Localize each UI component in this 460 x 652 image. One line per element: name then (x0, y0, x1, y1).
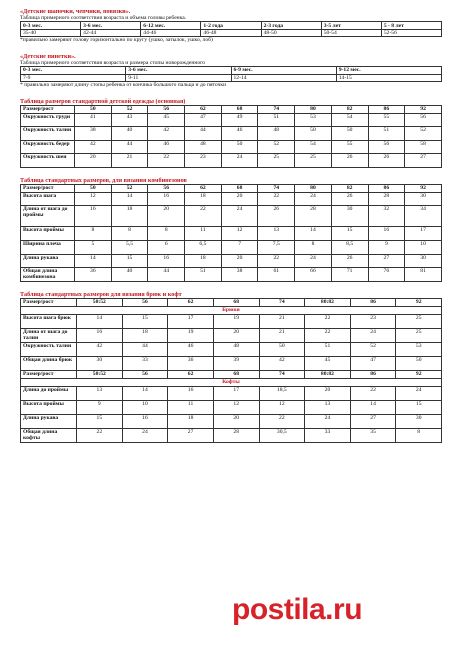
table-cell: 10 (122, 400, 168, 414)
table-row (21, 140, 442, 154)
section1-subtitle: Таблица примерного соответствия возраста и объема головы ребенка. (20, 15, 187, 21)
table-cell: 24 (295, 192, 332, 205)
size-header: 68 (213, 298, 259, 306)
section4-title: Таблица стандартных размеров, для вязания комбинезонов (20, 176, 187, 184)
table-cell: 18 (122, 328, 168, 342)
table-cell: 50 (221, 140, 258, 154)
row-label: Окружность шеи (21, 154, 75, 168)
table-cell: 52-56 (381, 29, 441, 37)
table-row (21, 328, 442, 342)
row-label: Длина до проймы (21, 386, 77, 400)
table-cell: 9-12 мес. (336, 67, 441, 75)
document-page (20, 8, 442, 443)
table-row (21, 226, 442, 240)
table-cell: 5 (75, 240, 112, 254)
section2-subtitle: Таблица примерного соответствия возраста и размера стопы новорожденного (20, 59, 206, 66)
table-cell: 15 (111, 254, 148, 267)
table-cell: 13 (77, 386, 123, 400)
table-cell: 22 (258, 254, 295, 267)
table-cell: 8 (111, 226, 148, 240)
table-cell: 13 (305, 400, 351, 414)
table-cell: 55 (331, 140, 368, 154)
table-cell: 33 (122, 356, 168, 370)
table-cell: 21 (111, 154, 148, 168)
table-cell: 19 (168, 328, 214, 342)
table-cell: 25 (396, 314, 442, 328)
table-cell: 41 (75, 113, 112, 127)
table-cell: 81 (405, 267, 442, 281)
table-cell: 16 (168, 386, 214, 400)
table-cell: 48 (213, 342, 259, 356)
table-cell: 22 (259, 414, 305, 428)
table-cell: 56 (368, 140, 405, 154)
table-cell: 66 (295, 267, 332, 281)
table-cell: 46 (221, 127, 258, 141)
table-cell: 52 (350, 342, 396, 356)
table-cell: 52 (405, 127, 442, 141)
table-cell: 35-40 (21, 29, 81, 37)
table-cell: 18 (111, 205, 148, 226)
table-cell: 0-3 мес. (21, 22, 81, 30)
column-header: Размер/рост (21, 105, 75, 113)
column-header: Размер/рост (21, 184, 75, 192)
size-header: 62 (168, 370, 214, 378)
table-cell: 24 (305, 414, 351, 428)
table-cell: 27 (350, 414, 396, 428)
header-row (21, 184, 442, 192)
size-header: 56 (122, 298, 168, 306)
pants-jacket-size-table (20, 298, 442, 443)
table-cell: 46 (148, 140, 185, 154)
table-cell: 42 (148, 127, 185, 141)
table-cell: 50 (396, 356, 442, 370)
table-cell: 44 (111, 140, 148, 154)
table-cell: 14 (77, 314, 123, 328)
table-cell: 14 (350, 400, 396, 414)
size-header: 56 (148, 105, 185, 113)
table-cell: 28 (213, 428, 259, 442)
size-header: 92 (405, 184, 442, 192)
table-cell: 16 (75, 205, 112, 226)
table-row (21, 356, 442, 370)
table-cell: 36 (75, 267, 112, 281)
table-cell: 20 (213, 328, 259, 342)
row-label: Окружность груди (21, 113, 75, 127)
size-header: 62 (185, 105, 222, 113)
table-row (21, 254, 442, 267)
section-row (21, 378, 442, 386)
table-cell: 7,5 (258, 240, 295, 254)
table-cell: 10 (405, 240, 442, 254)
table-cell: 6-12 мес. (141, 22, 201, 30)
table-cell: 24 (350, 328, 396, 342)
table-cell: 26 (258, 205, 295, 226)
section-label: Кофты (21, 378, 442, 386)
table-cell: 54 (331, 113, 368, 127)
table-cell: 50 (259, 342, 305, 356)
section-label: Брюки (21, 306, 442, 314)
table-cell: 8 (396, 428, 442, 442)
table-cell: 11 (185, 226, 222, 240)
table-cell: 43 (111, 113, 148, 127)
table-cell: 30,5 (259, 428, 305, 442)
table-cell: 27 (368, 254, 405, 267)
table-cell: 15 (396, 400, 442, 414)
table-row (21, 205, 442, 226)
table-cell: 8 (75, 226, 112, 240)
row-label: Общая длина брюк (21, 356, 77, 370)
size-header: 68 (221, 184, 258, 192)
column-header: Размер/рост (21, 370, 77, 378)
table-cell: 54 (295, 140, 332, 154)
size-header: 86 (350, 298, 396, 306)
row-label: Длина от шага до талии (21, 328, 77, 342)
head-size-table (20, 21, 442, 37)
table-cell: 5,5 (111, 240, 148, 254)
size-header: 92 (396, 370, 442, 378)
table-cell: 16 (148, 192, 185, 205)
table-cell: 9-11 (126, 74, 231, 82)
row-label: Ширина плеча (21, 240, 75, 254)
table-cell: 3-6 мес. (126, 67, 231, 75)
table-cell: 7-9 (21, 74, 126, 82)
size-header: 52 (111, 184, 148, 192)
size-header: 50 (75, 184, 112, 192)
table-cell: 21 (259, 328, 305, 342)
table-cell: 26 (331, 192, 368, 205)
table-cell: 15 (122, 314, 168, 328)
table-cell: 47 (185, 113, 222, 127)
column-header: Размер/рост (21, 298, 77, 306)
row-label: Общая длина комбинезона (21, 267, 75, 281)
table-cell: 39 (213, 356, 259, 370)
value-row (21, 29, 442, 37)
table-cell: 6,5 (185, 240, 222, 254)
size-header: 74 (259, 370, 305, 378)
table-cell: 23 (185, 154, 222, 168)
table-row (21, 127, 442, 141)
table-cell: 46 (168, 342, 214, 356)
size-header: 68 (213, 370, 259, 378)
table-cell: 16 (148, 254, 185, 267)
table-cell: 38 (75, 127, 112, 141)
table-cell: 8 (148, 226, 185, 240)
table-cell: 14-15 (336, 74, 441, 82)
size-header: 50 (75, 105, 112, 113)
row-label: Высота проймы (21, 400, 77, 414)
size-header: 86 (368, 184, 405, 192)
table-cell: 51 (258, 113, 295, 127)
table-cell: 20 (221, 192, 258, 205)
table-cell: 34 (405, 205, 442, 226)
age-row (21, 22, 442, 30)
table-cell: 22 (305, 314, 351, 328)
table-cell: 44 (148, 267, 185, 281)
table-cell: 46-48 (201, 29, 261, 37)
table-cell: 24 (221, 154, 258, 168)
size-header: 80 (295, 184, 332, 192)
table-cell: 53 (396, 342, 442, 356)
section5-title: Таблица стандартных размеров для вязания брюк и кофт (20, 290, 182, 298)
table-cell: 36 (168, 356, 214, 370)
table-cell: 48-50 (261, 29, 321, 37)
table-cell: 7 (221, 240, 258, 254)
table-cell: 26 (368, 154, 405, 168)
table-row (21, 386, 442, 400)
table-cell: 55 (368, 113, 405, 127)
table-row (21, 154, 442, 168)
size-header: 82 (331, 105, 368, 113)
table-cell: 44 (122, 342, 168, 356)
table-cell: 71 (331, 267, 368, 281)
table-cell: 6 (148, 240, 185, 254)
table-cell: 61 (258, 267, 295, 281)
table-cell: 1-2 года (201, 22, 261, 30)
table-cell: 22 (148, 154, 185, 168)
row-label: Окружность бедер (21, 140, 75, 154)
table-cell: 28 (368, 192, 405, 205)
table-cell: 23 (350, 314, 396, 328)
table-cell: 16 (122, 414, 168, 428)
table-cell: 35 (350, 428, 396, 442)
table-cell: 30 (396, 414, 442, 428)
table-row (21, 314, 442, 328)
table-cell: 28 (295, 205, 332, 226)
table-row (21, 428, 442, 442)
row-label: Длина рукава (21, 254, 75, 267)
row-label: Общая длина кофты (21, 428, 77, 442)
size-header: 92 (396, 298, 442, 306)
table-cell: 8,5 (331, 240, 368, 254)
table-cell: 18 (185, 254, 222, 267)
table-cell: 48 (185, 140, 222, 154)
table-cell: 22 (258, 192, 295, 205)
table-cell: 12-14 (231, 74, 336, 82)
table-cell: 51 (185, 267, 222, 281)
age-row (21, 67, 442, 75)
table-cell: 26 (331, 154, 368, 168)
table-cell: 44 (185, 127, 222, 141)
table-cell: 40 (111, 267, 148, 281)
size-header: 68 (221, 105, 258, 113)
table-cell: 20 (305, 386, 351, 400)
table-cell: 50 (295, 127, 332, 141)
size-header: 74 (258, 184, 295, 192)
table-cell: 9 (368, 240, 405, 254)
table-cell: 9 (77, 400, 123, 414)
table-cell: 32 (368, 205, 405, 226)
table-cell: 15 (77, 414, 123, 428)
section3-title: Таблица размеров стандартной детской одежды (основная) (20, 97, 186, 105)
size-header: 86 (368, 105, 405, 113)
table-cell: 12 (75, 192, 112, 205)
table-cell: 14 (111, 192, 148, 205)
table-cell: 58 (405, 140, 442, 154)
table-cell: 51 (368, 127, 405, 141)
row-label: Окружность талии (21, 127, 75, 141)
table-row (21, 240, 442, 254)
table-row (21, 414, 442, 428)
row-label: Высота шага (21, 192, 75, 205)
overall-size-table (20, 184, 442, 282)
table-cell: 40 (111, 127, 148, 141)
row-label: Окружность талии (21, 342, 77, 356)
header-row (21, 105, 442, 113)
table-cell: 12 (213, 400, 259, 414)
table-cell: 17 (405, 226, 442, 240)
table-cell: 25 (396, 328, 442, 342)
table-cell: 76 (368, 267, 405, 281)
table-cell: 3-5 лет (321, 22, 381, 30)
row-label: Длина от шага до проймы (21, 205, 75, 226)
table-cell: 56 (405, 113, 442, 127)
table-cell: 8 (295, 240, 332, 254)
header-row (21, 298, 442, 306)
table-cell: 21 (259, 314, 305, 328)
size-header: 62 (168, 298, 214, 306)
size-header: 56 (148, 184, 185, 192)
table-cell: 16 (77, 328, 123, 342)
table-cell: 25 (258, 154, 295, 168)
watermark-logo: postila.ru (232, 593, 363, 626)
size-header: 74 (259, 298, 305, 306)
table-cell: 53 (295, 113, 332, 127)
table-cell: 18,5 (259, 386, 305, 400)
table-cell: 51 (305, 342, 351, 356)
table-cell: 33 (305, 428, 351, 442)
table-cell: 12 (259, 400, 305, 414)
table-cell: 18 (185, 192, 222, 205)
header-row (21, 370, 442, 378)
size-header: 62 (185, 184, 222, 192)
table-cell: 16 (368, 226, 405, 240)
table-cell: 45 (305, 356, 351, 370)
size-header: 92 (405, 105, 442, 113)
table-cell: 2-3 года (261, 22, 321, 30)
size-header: 50:52 (77, 370, 123, 378)
size-header: 80:82 (305, 370, 351, 378)
table-cell: 47 (350, 356, 396, 370)
table-cell: 6-9 мес. (231, 67, 336, 75)
table-row (21, 113, 442, 127)
table-cell: 50-54 (321, 29, 381, 37)
table-row (21, 342, 442, 356)
table-cell: 26 (331, 254, 368, 267)
table-cell: 25 (295, 154, 332, 168)
table-cell: 14 (122, 386, 168, 400)
size-header: 80 (295, 105, 332, 113)
table-cell: 42 (75, 140, 112, 154)
table-cell: 42-44 (81, 29, 141, 37)
table-cell: 49 (221, 113, 258, 127)
table-row (21, 267, 442, 281)
row-label: Высота проймы (21, 226, 75, 240)
table-cell: 20 (148, 205, 185, 226)
value-row (21, 74, 442, 82)
table-cell: 3-6 мес. (81, 22, 141, 30)
table-cell: 44-46 (141, 29, 201, 37)
table-cell: 0-3 мес. (21, 67, 126, 75)
table-cell: 24 (122, 428, 168, 442)
size-header: 82 (331, 184, 368, 192)
row-label: Длина рукава (21, 414, 77, 428)
table-cell: 24 (221, 205, 258, 226)
table-cell: 17 (168, 314, 214, 328)
table-cell: 30 (405, 192, 442, 205)
size-header: 74 (258, 105, 295, 113)
table-cell: 30 (77, 356, 123, 370)
section1-title: «Детские шапочки, чепчики, повязки». (20, 8, 131, 15)
table-cell: 18 (168, 414, 214, 428)
size-header: 86 (350, 370, 396, 378)
table-cell: 30 (331, 205, 368, 226)
table-cell: 20 (75, 154, 112, 168)
table-cell: 50 (331, 127, 368, 141)
table-cell: 30 (405, 254, 442, 267)
table-cell: 22 (350, 386, 396, 400)
size-header: 56 (122, 370, 168, 378)
table-row (21, 400, 442, 414)
table-cell: 22 (185, 205, 222, 226)
table-cell: 15 (331, 226, 368, 240)
section2-note: * правильно замеряют длину стопы ребенка от кончика большого пальца и до пяточки (20, 82, 227, 89)
table-cell: 45 (148, 113, 185, 127)
table-row (21, 192, 442, 205)
table-cell: 24 (295, 254, 332, 267)
table-cell: 11 (168, 400, 214, 414)
table-cell: 27 (405, 154, 442, 168)
table-cell: 5 - 8 лет (381, 22, 441, 30)
table-cell: 14 (75, 254, 112, 267)
table-cell: 22 (77, 428, 123, 442)
size-header: 80:82 (305, 298, 351, 306)
table-cell: 42 (259, 356, 305, 370)
table-cell: 20 (213, 414, 259, 428)
size-header: 52 (111, 105, 148, 113)
section2-title: «Детские пинетки». (20, 52, 76, 60)
table-cell: 22 (305, 328, 351, 342)
table-cell: 38 (221, 267, 258, 281)
row-label: Высота шага брюк (21, 314, 77, 328)
foot-size-table (20, 66, 442, 82)
table-cell: 14 (295, 226, 332, 240)
size-header: 50:52 (77, 298, 123, 306)
table-cell: 48 (258, 127, 295, 141)
table-cell: 24 (396, 386, 442, 400)
table-cell: 13 (258, 226, 295, 240)
section-row (21, 306, 442, 314)
table-cell: 19 (213, 314, 259, 328)
table-cell: 17 (213, 386, 259, 400)
table-cell: 20 (221, 254, 258, 267)
table-cell: 12 (221, 226, 258, 240)
table-cell: 27 (168, 428, 214, 442)
table-cell: 42 (77, 342, 123, 356)
clothing-size-table (20, 105, 442, 168)
table-cell: 52 (258, 140, 295, 154)
section1-note: *правильно замеряют голову горизонтально по кругу (ушко, затылок, ушко, лоб) (20, 37, 213, 44)
